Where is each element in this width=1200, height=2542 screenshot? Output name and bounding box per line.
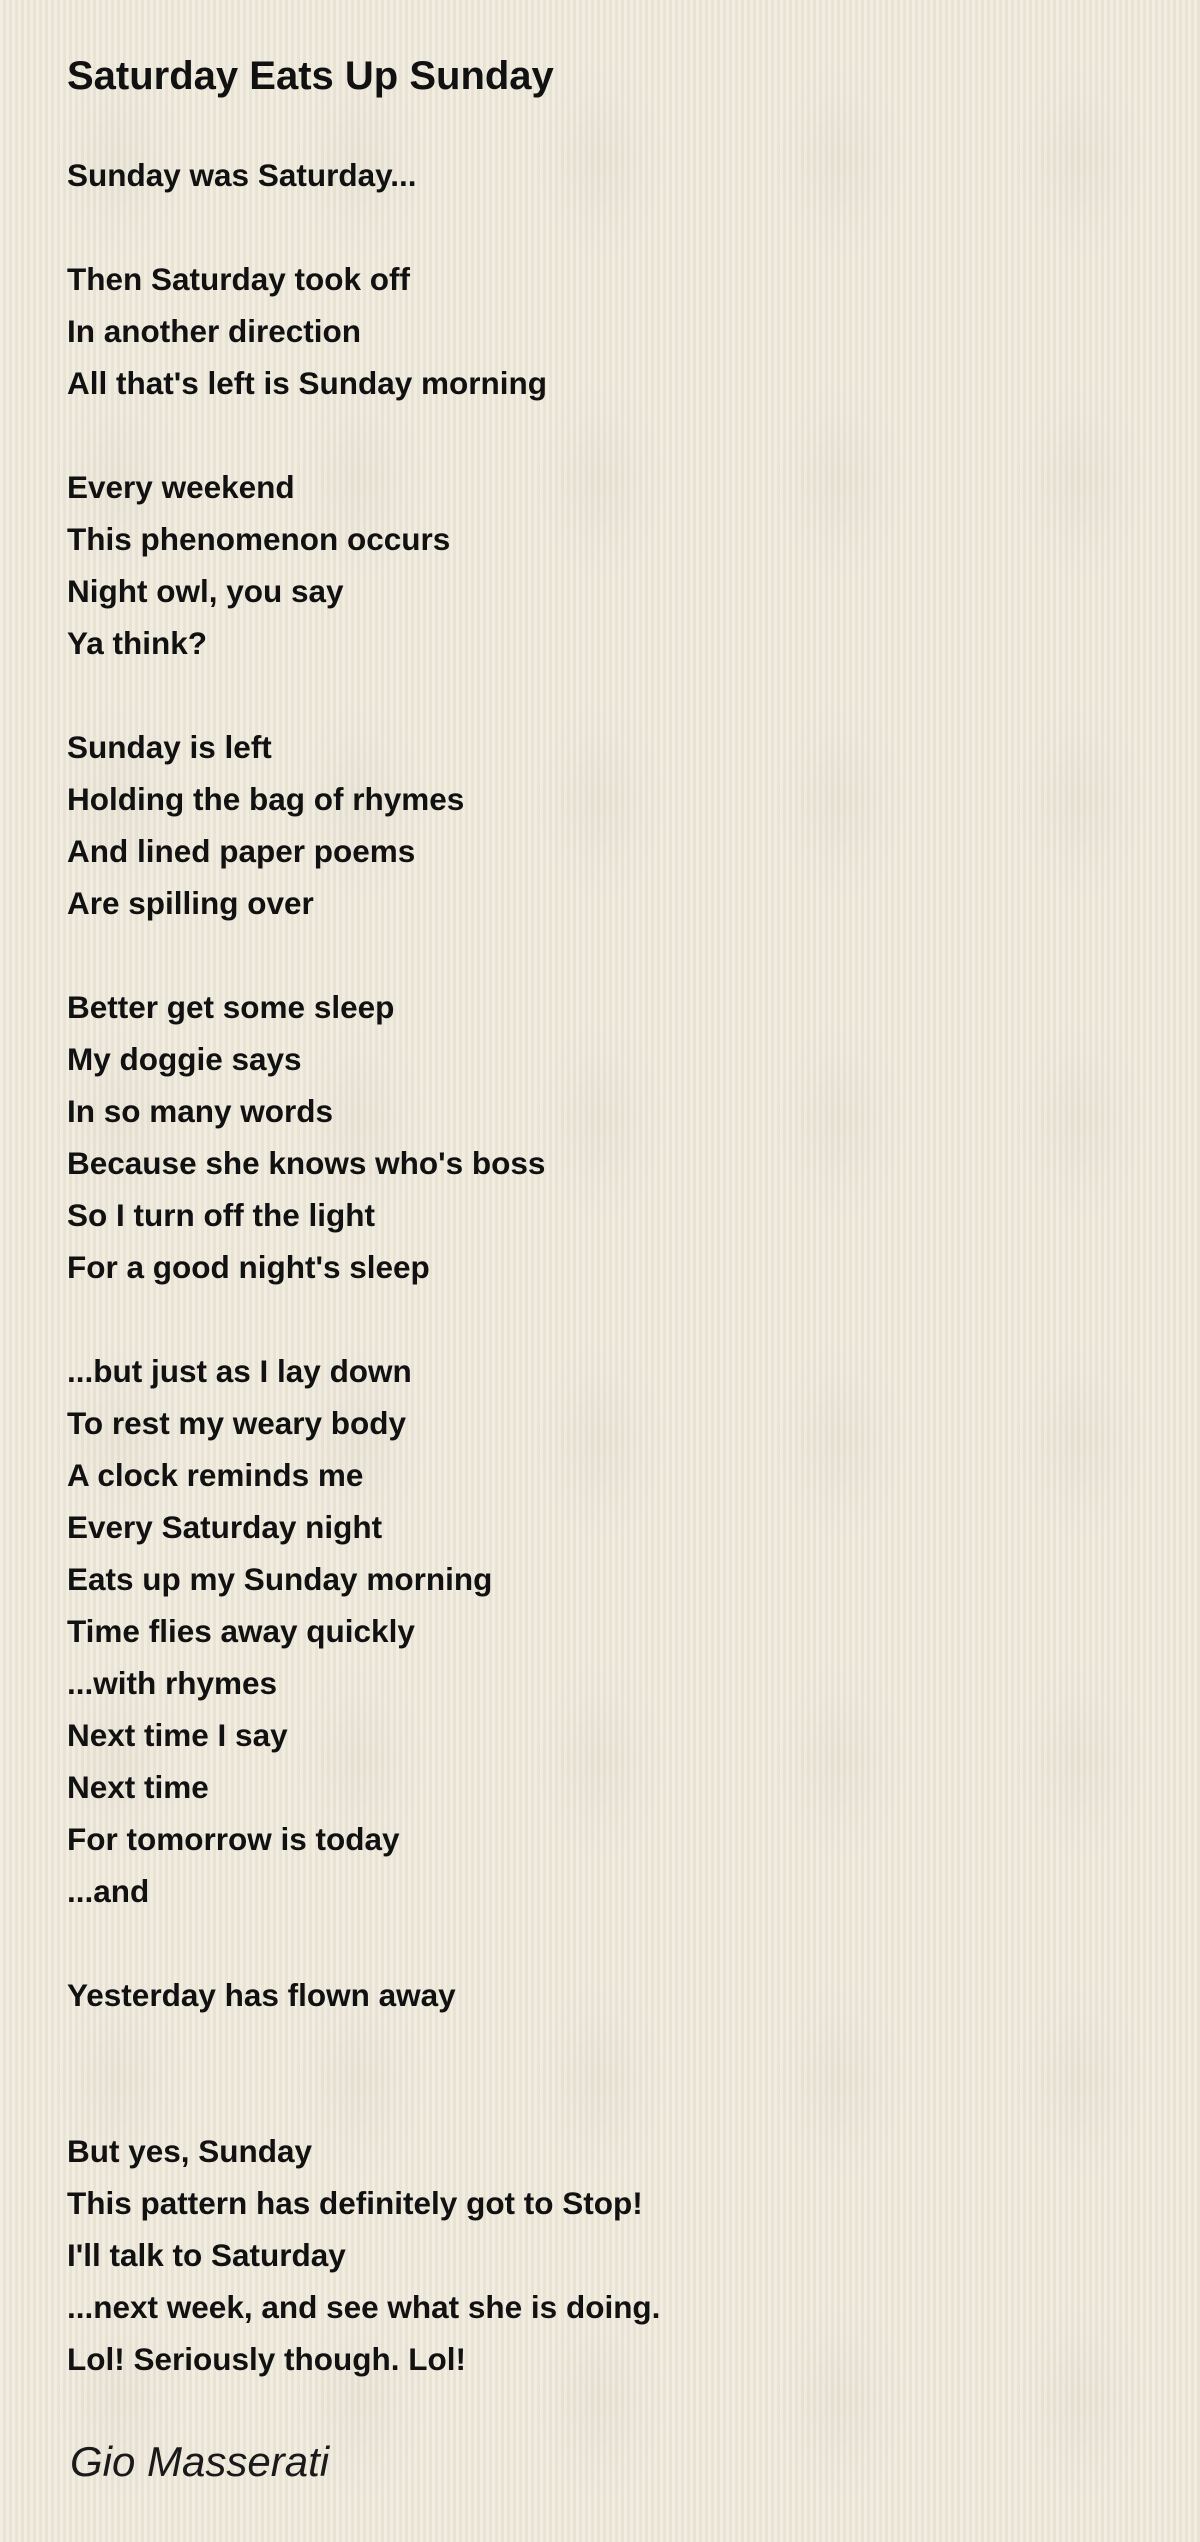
poem-line: Holding the bag of rhymes — [67, 781, 465, 817]
poem-line: Time flies away quickly — [67, 1613, 415, 1649]
stanza-break — [67, 929, 1147, 981]
stanza-break — [67, 669, 1147, 721]
poem-line: Yesterday has flown away — [67, 1977, 456, 2013]
poem-line: All that's left is Sunday morning — [67, 365, 548, 401]
stanza-break — [67, 409, 1147, 461]
poem-line: ...but just as I lay down — [67, 1353, 412, 1389]
poem-line: Next time — [67, 1769, 209, 1805]
stanza-break — [67, 1917, 1147, 1969]
poem-line: In so many words — [67, 1093, 334, 1129]
poem-line: This phenomenon occurs — [67, 521, 451, 557]
poem-line: Eats up my Sunday morning — [67, 1561, 493, 1597]
stanza-break — [67, 2073, 1147, 2125]
poem-line: In another direction — [67, 313, 362, 349]
poem-line: And lined paper poems — [67, 833, 416, 869]
poem-line: Sunday was Saturday... — [67, 157, 417, 193]
poem-line: I'll talk to Saturday — [67, 2237, 346, 2273]
poem-title: Saturday Eats Up Sunday — [67, 54, 554, 98]
poem-card — [67, 0, 1147, 2385]
poem-line: Are spilling over — [67, 885, 314, 921]
poem-line: Sunday is left — [67, 729, 272, 765]
stanza-break — [67, 1293, 1147, 1345]
poem-line: Every weekend — [67, 469, 295, 505]
poem-line: My doggie says — [67, 1041, 302, 1077]
poem-line: Ya think? — [67, 625, 208, 661]
poem-line: ...next week, and see what she is doing. — [67, 2289, 661, 2325]
poem-line: Lol! Seriously though. Lol! — [67, 2341, 466, 2377]
poem-line: Every Saturday night — [67, 1509, 383, 1545]
poem-line: Better get some sleep — [67, 989, 395, 1025]
poem-line: For tomorrow is today — [67, 1821, 400, 1857]
poem-line: Next time I say — [67, 1717, 288, 1753]
poem-line: ...and — [67, 1873, 150, 1909]
poem-line: But yes, Sunday — [67, 2133, 313, 2169]
poem-line: So I turn off the light — [67, 1197, 375, 1233]
poem-line: Because she knows who's boss — [67, 1145, 546, 1181]
author-signature: Gio Masserati — [70, 2438, 330, 2485]
poem-body — [67, 149, 1147, 2385]
poem-line: A clock reminds me — [67, 1457, 364, 1493]
poem-line: For a good night's sleep — [67, 1249, 430, 1285]
poem-line: To rest my weary body — [67, 1405, 407, 1441]
poem-line: This pattern has definitely got to Stop! — [67, 2185, 643, 2221]
stanza-break — [67, 201, 1147, 253]
stanza-break — [67, 2021, 1147, 2073]
poem-line: ...with rhymes — [67, 1665, 278, 1701]
poem-line: Night owl, you say — [67, 573, 344, 609]
poem-line: Then Saturday took off — [67, 261, 411, 297]
